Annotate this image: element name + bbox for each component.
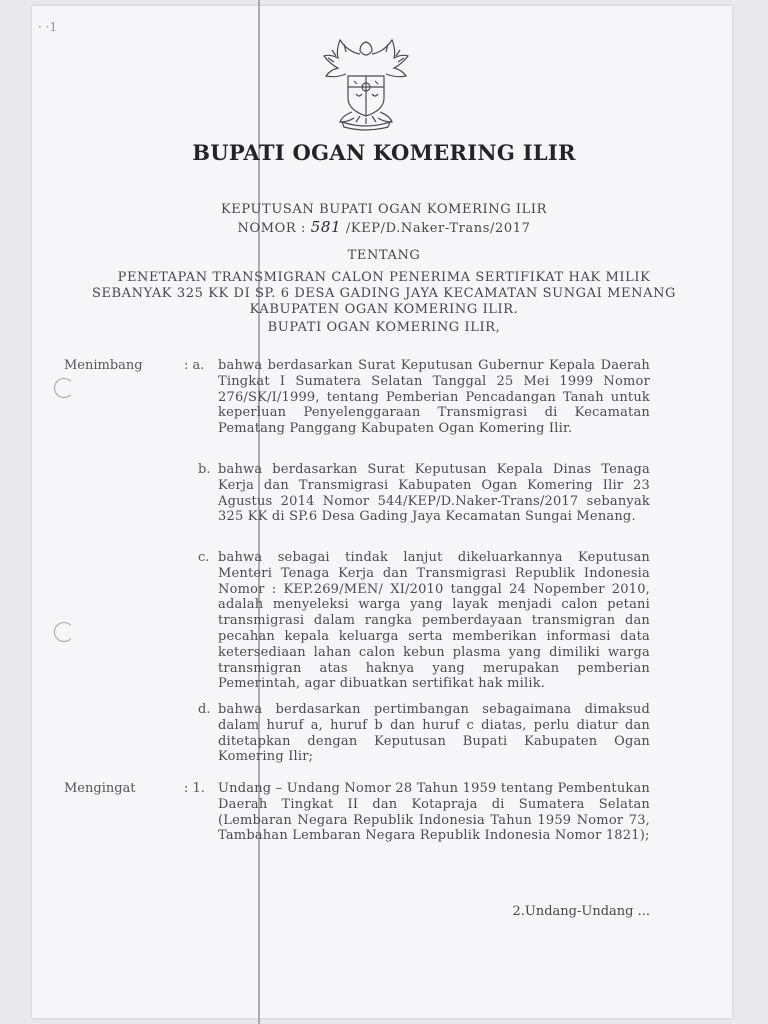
margin-scribble: · ·1 <box>38 20 58 34</box>
subject-line-2: SEBANYAK 325 KK DI SP. 6 DESA GADING JAYA KECAMATAN SUNGAI MENANG <box>91 286 677 301</box>
bupati-line: BUPATI OGAN KOMERING ILIR, <box>267 320 501 335</box>
item-mark: b. <box>198 462 211 477</box>
decree-number <box>0 218 768 236</box>
garuda-emblem-icon <box>312 34 420 134</box>
menimbang-item-b: bahwa berdasarkan Surat Keputusan Kepala Dinas Tenaga Kerja dan Transmigrasi Kabupaten Ogan Komering Ilir 23 Agustus 2014 Nomor 544/KEP/D.Naker-Trans/2017 sebanyak 325 KK di SP.6 Desa Gading Jaya Kecamatan Sungai Menang. <box>218 462 650 525</box>
menimbang-item-a: bahwa berdasarkan Surat Keputusan Gubernur Kepala Daerah Tingkat I Sumatera Selatan Tanggal 25 Mei 1999 Nomor 276/SK/I/1999, tentang Pemberian Pencadangan Tanah untuk keperluan Penyelenggaraan Transmigrasi di Kecamatan Pematang Panggang Kabupaten Ogan Komering Ilir. <box>218 358 650 437</box>
punch-hole-icon <box>54 378 74 398</box>
item-mark: : 1. <box>184 781 205 796</box>
punch-hole-icon <box>54 622 74 642</box>
menimbang-item-c: bahwa sebagai tindak lanjut dikeluarkannya Keputusan Menteri Tenaga Kerja dan Transmigrasi Republik Indonesia Nomor : KEP.269/MEN/ XI/2010 tanggal 24 Nopember 2010, adalah menyeleksi warga yang layak menjadi calon petani transmigrasi dalam rangka pemberdayaan transmigran dan pecahan kepala keluarga serta memberikan informasi data ketersediaan lahan calon kebun plasma yang dimiliki warga transmigran atas haknya yang merupakan pemberian Pemerintah, agar dibuatkan sertifikat hak milik. <box>218 550 650 692</box>
decree-number-suffix: /KEP/D.Naker-Trans/2017 <box>345 221 531 236</box>
subject-line-3: KABUPATEN OGAN KOMERING ILIR. <box>249 302 519 317</box>
continuation-footer: 2.Undang-Undang ... <box>512 904 650 919</box>
menimbang-label: Menimbang <box>64 358 143 373</box>
menimbang-item-d: bahwa berdasarkan pertimbangan sebagaimana dimaksud dalam huruf a, huruf b dan huruf c diatas, perlu diatur dan ditetapkan dengan Keputusan Bupati Kabupaten Ogan Komering Ilir; <box>218 702 650 765</box>
decree-title: KEPUTUSAN BUPATI OGAN KOMERING ILIR <box>220 202 548 217</box>
mengingat-label: Mengingat <box>64 781 136 796</box>
decree-number-prefix: NOMOR : <box>237 221 306 236</box>
tentang-label: TENTANG <box>347 248 421 263</box>
subject-line-1: PENETAPAN TRANSMIGRAN CALON PENERIMA SERTIFIKAT HAK MILIK <box>117 270 651 285</box>
document-heading: BUPATI OGAN KOMERING ILIR <box>192 140 576 165</box>
item-mark: : a. <box>184 358 205 373</box>
mengingat-item-1: Undang – Undang Nomor 28 Tahun 1959 tentang Pembentukan Daerah Tingkat II dan Kotapraja di Sumatera Selatan (Lembaran Negara Republik Indonesia Tahun 1959 Nomor 73, Tambahan Lembaran Negara Republik Indonesia Nomor 1821); <box>218 781 650 844</box>
item-mark: c. <box>198 550 210 565</box>
item-mark: d. <box>198 702 211 717</box>
decree-number-handwritten: 581 <box>310 218 342 236</box>
